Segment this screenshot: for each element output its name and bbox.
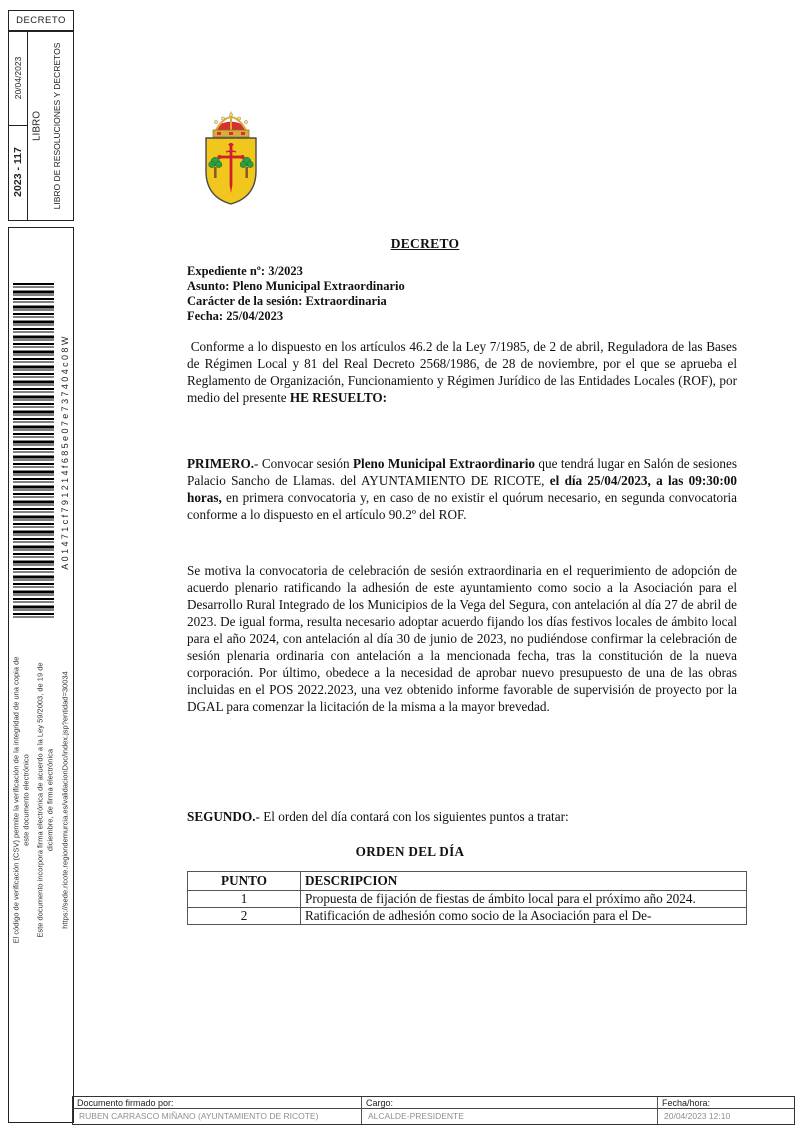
cell-descripcion: Ratificación de adhesión como socio de la Asociación para el De-: [301, 908, 747, 925]
footer-signed-col: [73, 1097, 361, 1124]
registry-book: LIBRO: [31, 110, 43, 142]
registry-number: 2023 - 117: [12, 147, 24, 197]
table-row: [188, 891, 747, 908]
fecha-hora-value: 20/04/2023 12:10: [664, 1111, 731, 1121]
cargo-value: ALCALDE-PRESIDENTE: [368, 1111, 464, 1121]
signature-footer: [72, 1096, 795, 1125]
cell-descripcion: Propuesta de fijación de fiestas de ámbito local para el próximo año 2024.: [301, 891, 747, 908]
orden-del-dia-heading: ORDEN DEL DÍA: [355, 844, 465, 859]
csv-disclaimer-1: El código de verificación (CSV) permite la verificación de la integridad de una copia de este documento electrónico: [11, 656, 30, 944]
cell-punto: 1: [188, 891, 301, 908]
expediente-meta: [187, 264, 737, 324]
doc-type-label: DECRETO: [16, 15, 66, 26]
document-title: DECRETO: [390, 236, 460, 251]
csv-disclaimer-2: Este documento incorpora firma electrónica de acuerdo a la Ley 59/2003, de 19 de diciembre, de firma electrónica: [35, 662, 54, 938]
ricote-coat-of-arms-icon: [200, 111, 262, 206]
footer-cargo-col: [361, 1097, 657, 1124]
paragraph: Se motiva la convocatoria de celebración de sesión extraordinaria en el requerimiento de adopción de acuerdo plenario ratificando la adhesión de este ayuntamiento como socio a la Asociación para el Desarrollo Rural Integrado de los Municipios de la Vega del Segura, con antelación al día 27 de abril de 2023. De igual forma, resulta necesario adoptar acuerdo fijando los días festivos locales de ámbito local para el año 2024, con antelación al día 30 de junio de 2023, no pudiéndose confirmar la celebración de sesión plenaria ordinaria con antelación a la mencionada fecha, tras la constitución de la nueva corporación. Por último, obedece a la necesidad de aprobar nuevo presupuesto de una de las obras incluidas en el POS 2022.2023, una vez obtenido informe favorable de supervisión de proyecto por la DGAL para comenzar la licitación de la misma a la mayor brevedad.: [187, 563, 737, 714]
doc-type-tab: [8, 10, 74, 31]
paragraph: SEGUNDO.- El orden del día contará con los siguientes puntos a tratar:: [187, 809, 569, 824]
validation-url: https://sede.ricote.regiondemurcia.es/validacionDoc/index.jsp?entidad=30034: [60, 671, 70, 929]
paragraph: PRIMERO.- Convocar sesión Pleno Municipal Extraordinario que tendrá lugar en Salón de sesiones Palacio Sancho de Llamas. del AYUNTAMIENTO DE RICOTE, el día 25/04/2023, a las 09:30:00 horas, en primera convocatoria y, en caso de no existir el quórum necesario, en segunda convocatoria conforme a lo dispuesto en el artículo 90.2º del ROF.: [187, 456, 737, 522]
paragraph: Conforme a lo dispuesto en los artículos 46.2 de la Ley 7/1985, de 2 de abril, Reguladora de las Bases de Régimen Local y 81 del Real Decreto 2568/1986, de 28 de noviembre, por el que se aprueba el Reglamento de Organización, Funcionamiento y Régimen Jurídico de las Entidades Locales (ROF), por medio del presente HE RESUELTO:: [187, 339, 737, 405]
orden-del-dia-table: [187, 871, 747, 925]
meta-caracter: Carácter de la sesión: Extraordinaria: [187, 294, 387, 308]
signed-by-value: RUBEN CARRASCO MIÑANO (AYUNTAMIENTO DE RICOTE): [79, 1111, 319, 1121]
fecha-hora-label: Fecha/hora:: [658, 1097, 794, 1109]
cargo-label: Cargo:: [362, 1097, 657, 1109]
meta-fecha: Fecha: 25/04/2023: [187, 309, 284, 323]
registry-horizontal-divider: [9, 125, 27, 126]
table-row: [188, 908, 747, 925]
col-header-descripcion: DESCRIPCION: [301, 872, 747, 891]
cell-punto: 2: [188, 908, 301, 925]
registry-vertical-divider: [27, 32, 28, 220]
col-header-punto: PUNTO: [188, 872, 301, 891]
registry-book-name: LIBRO DE RESOLUCIONES Y DECRETOS: [52, 42, 62, 210]
signed-by-label: Documento firmado por:: [73, 1097, 361, 1109]
footer-date-col: [657, 1097, 794, 1124]
table-header-row: [188, 872, 747, 891]
csv-code: A01471cf791214f685e07e737404c08W: [60, 334, 70, 570]
meta-asunto: Asunto: Pleno Municipal Extraordinario: [187, 279, 405, 293]
csv-barcode: [13, 283, 54, 620]
meta-expediente: Expediente nº: 3/2023: [187, 264, 303, 278]
orden-table-body: [188, 891, 747, 925]
registry-date: 20/04/2023: [13, 56, 23, 100]
